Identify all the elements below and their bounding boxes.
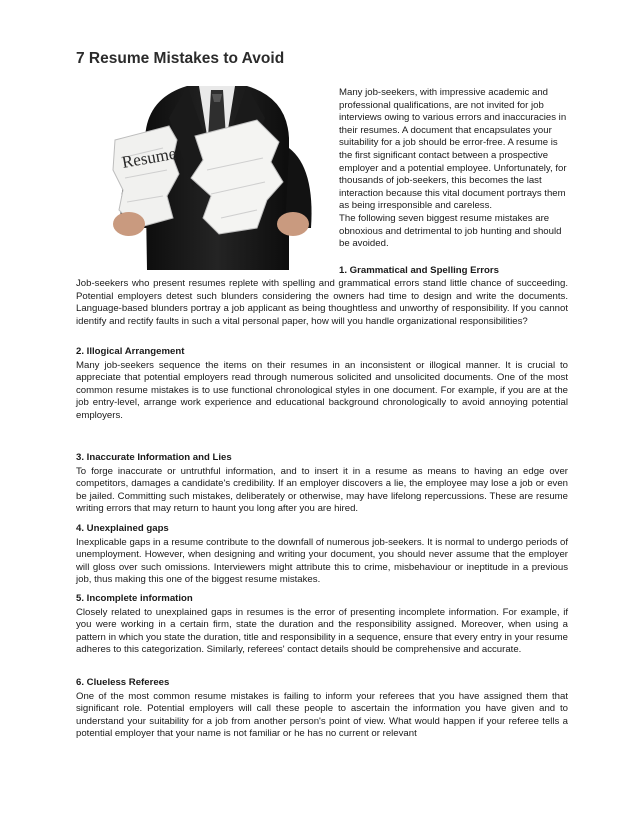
section-body: Inexplicable gaps in a resume contribute to the downfall of numerous job-seekers. It is normal to undergo periods of unemployment. However, when designing and writing your document, you should never assume that the employer will gloss over such omissions. Interviewers might attribute this to crime, misbehaviour or ineptitude in a previous job, thus making this one of the biggest resume mistakes. (76, 536, 568, 586)
section-5 (76, 593, 568, 657)
section-body: One of the most common resume mistakes is failing to inform your referees that you have assigned them that significant role. Potential employers will call these people to ascertain the information you have given and to understand your suitability for a job from another person's point of view. What would happen if your referee tells a potential employer that your name is not familiar or he has no current or relevant (76, 690, 568, 740)
intro-text (339, 87, 569, 251)
section-heading: 3. Inaccurate Information and Lies (76, 452, 232, 463)
section-body: Closely related to unexplained gaps in resumes is the error of presenting incomplete information. For example, if you were working in a certain firm, state the duration and the responsibility assigned. Moreover, when using a pattern in which you state the duration, title and responsibility in a sequence, ensure that every entry in your resume adheres to this categorization. Similarly, referees' contact details should be comprehensive and accurate. (76, 606, 568, 656)
page-title: 7 Resume Mistakes to Avoid (76, 50, 285, 67)
intro-paragraph: Many job-seekers, with impressive academic and professional qualifications, are not invited for job interviews owing to various errors and inaccuracies in their resumes. A document that encapsulates your suitability for a job should be error-free. A resume is the first significant contact between a prospective employer and a potential employee. Unfortunately, for thousands of job-seekers, this becomes the last interaction because this vital document portrays them as being irresponsible and careless. (339, 87, 567, 212)
section-heading: 6. Clueless Referees (76, 677, 170, 688)
section-heading: 1. Grammatical and Spelling Errors (339, 265, 499, 276)
section-body: Job-seekers who present resumes replete with spelling and grammatical errors stand little chance of succeeding. Potential employers detest such blunders considering the owners had time to design and write the documents. Language-based blunders portray a job applicant as being thoughtless and unworthy of responsibility. If you cannot identify and rectify faults in such a vital personal paper, how will you handle organizational responsibilities? (76, 278, 568, 327)
intro-paragraph: The following seven biggest resume mistakes are obnoxious and detrimental to job hunting and should be avoided. (339, 212, 562, 250)
section-heading: 5. Incomplete information (76, 593, 193, 604)
section-body: Many job-seekers sequence the items on their resumes in an inconsistent or illogical manner. It is crucial to appreciate that potential employers read through numerous solicited and unsolicited documents. One of the most common resume mistakes is to use functional chronological styles in one document. For example, if you are at the job entry-level, arrange work experience and educational background chronologically to avoid annoying potential employers. (76, 359, 568, 421)
section-4 (76, 523, 568, 587)
section-body: To forge inaccurate or untruthful information, and to insert it in a resume as means to having an edge over competitors, damages a candidate's credibility. If an employer discovers a lie, the employee may lose a job or even be jailed. Committing such mistakes, deliberately or otherwise, may have lifelong repercussions. These are resume writing errors that may return to haunt you long after you are hired. (76, 465, 568, 515)
section-2 (76, 346, 568, 423)
photo-label: Resume (120, 143, 178, 172)
torn-resume-photo (107, 78, 325, 270)
section-heading: 4. Unexplained gaps (76, 523, 169, 534)
section-1 (76, 278, 568, 328)
section-6 (76, 677, 568, 741)
section-3 (76, 452, 568, 516)
section-heading: 2. Illogical Arrangement (76, 346, 185, 357)
